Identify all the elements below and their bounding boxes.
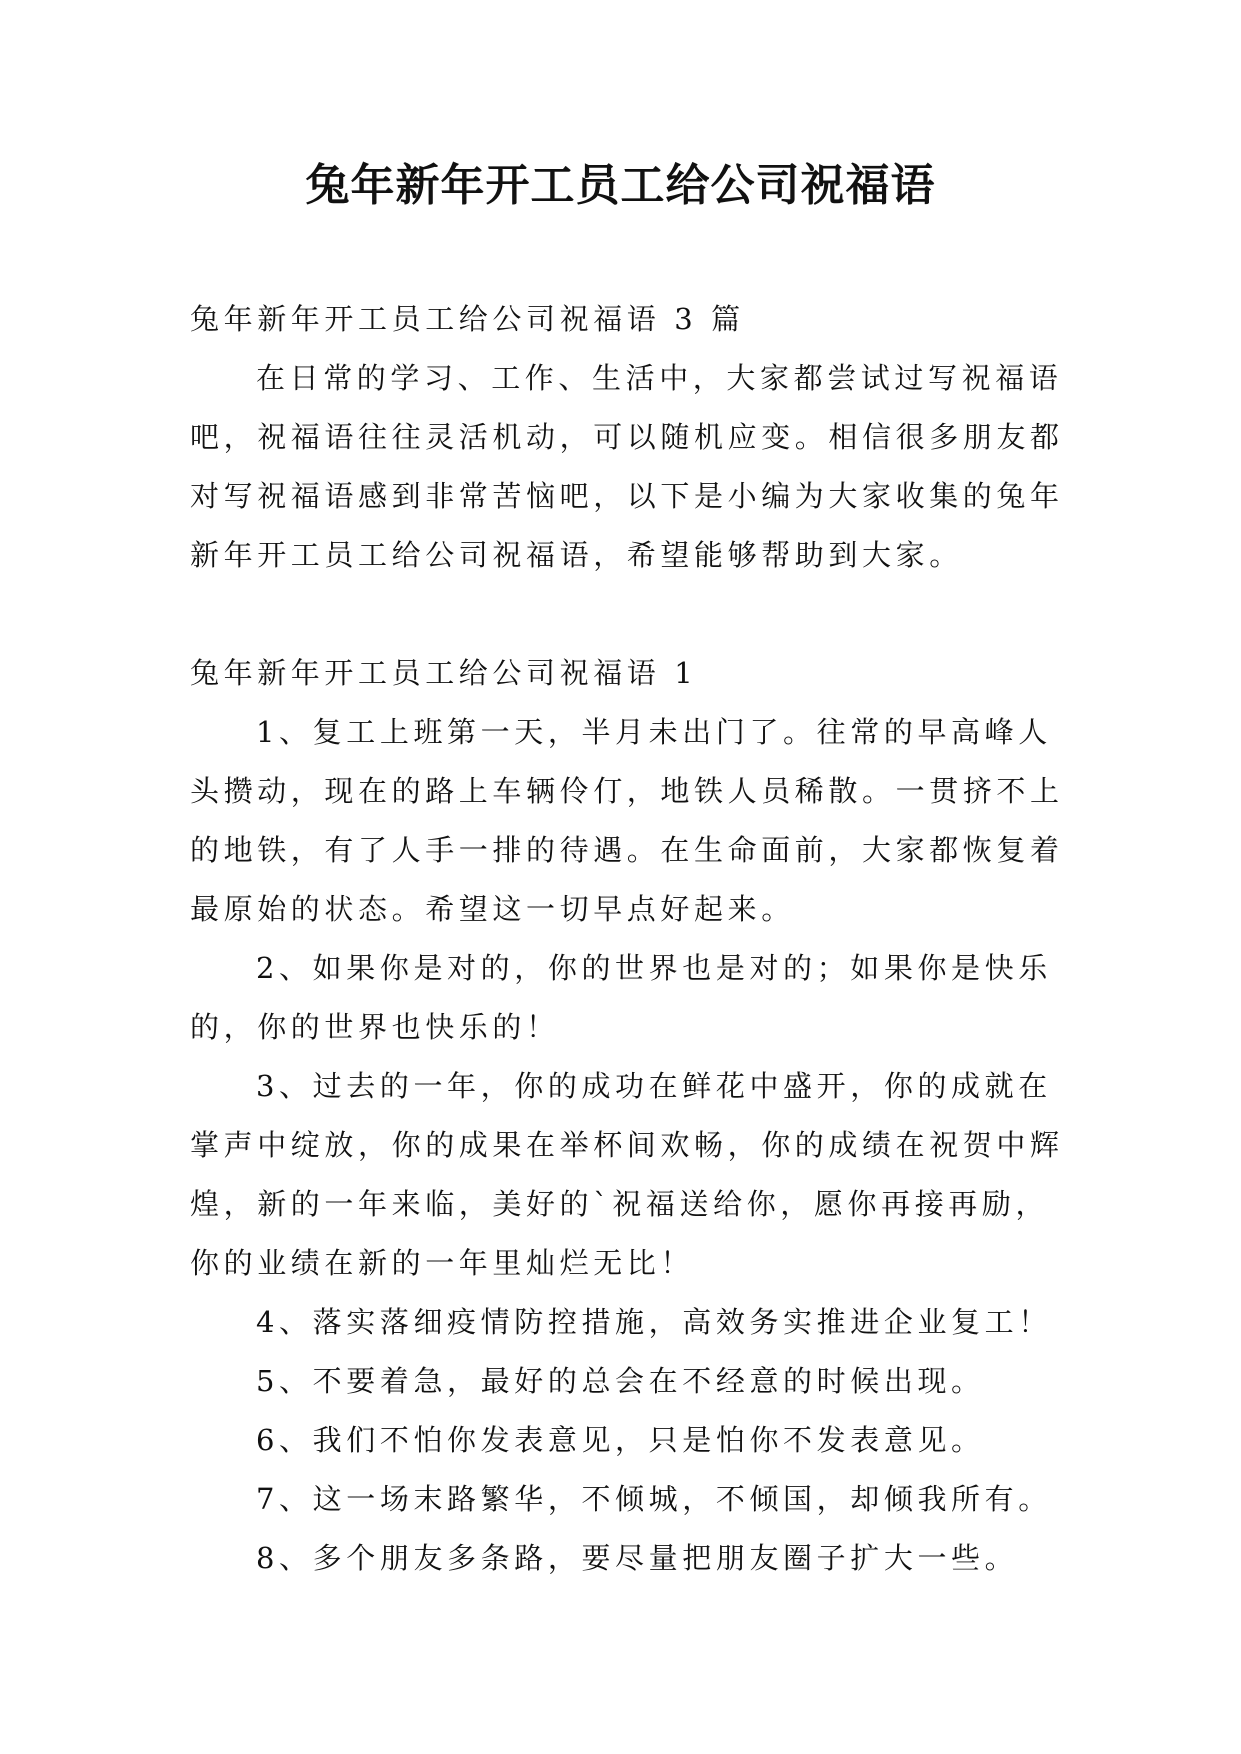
section-heading: 兔年新年开工员工给公司祝福语 1	[190, 656, 698, 690]
wish-item-7	[190, 1470, 1050, 1529]
paragraph-line: 6、我们不怕你发表意见，只是怕你不发表意见。	[256, 1423, 985, 1457]
document-subtitle: 兔年新年开工员工给公司祝福语 3 篇	[190, 302, 745, 336]
document-body	[190, 290, 1064, 1588]
paragraph-line: 的，你的世界也快乐的！	[190, 1010, 560, 1044]
intro-paragraph	[190, 349, 1064, 585]
paragraph-line: 7、这一场末路繁华，不倾城，不倾国，却倾我所有。	[256, 1482, 1052, 1516]
paragraph-line: 1、复工上班第一天，半月未出门了。往常的早高峰人	[256, 715, 1052, 749]
wish-item-6	[190, 1411, 1050, 1470]
paragraph-line: 的地铁，有了人手一排的待遇。在生命面前，大家都恢复着	[190, 833, 1064, 867]
wish-item-2	[190, 939, 1050, 1057]
paragraph-line: 2、如果你是对的，你的世界也是对的；如果你是快乐	[256, 951, 1052, 985]
paragraph-line: 头攒动，现在的路上车辆伶仃，地铁人员稀散。一贯挤不上	[190, 774, 1064, 808]
paragraph-line: 最原始的状态。希望这一切早点好起来。	[190, 892, 795, 926]
wish-item-5	[190, 1352, 1050, 1411]
paragraph-line: 在日常的学习、工作、生活中，大家都尝试过写祝福语	[256, 361, 1063, 395]
paragraph-line: 掌声中绽放，你的成果在举杯间欢畅，你的成绩在祝贺中辉	[190, 1128, 1064, 1162]
paragraph-line: 5、不要着急，最好的总会在不经意的时候出现。	[256, 1364, 985, 1398]
paragraph-line: 煌，新的一年来临，美好的`祝福送给你，愿你再接再励，	[190, 1187, 1050, 1221]
paragraph-line: 对写祝福语感到非常苦恼吧，以下是小编为大家收集的兔年	[190, 479, 1064, 513]
wish-item-4	[190, 1293, 1050, 1352]
paragraph-line: 4、落实落细疫情防控措施，高效务实推进企业复工！	[256, 1305, 1052, 1339]
paragraph-line: 3、过去的一年，你的成功在鲜花中盛开，你的成就在	[256, 1069, 1052, 1103]
page-title: 兔年新年开工员工给公司祝福语	[305, 160, 936, 211]
paragraph-line: 你的业绩在新的一年里灿烂无比！	[190, 1246, 695, 1280]
paragraph-line: 吧，祝福语往往灵活机动，可以随机应变。相信很多朋友都	[190, 420, 1064, 454]
paragraph-spacer	[190, 585, 1050, 644]
wish-item-3	[190, 1057, 1064, 1293]
paragraph-line: 8、多个朋友多条路，要尽量把朋友圈子扩大一些。	[256, 1541, 1019, 1575]
paragraph-line: 新年开工员工给公司祝福语，希望能够帮助到大家。	[190, 538, 963, 572]
wish-item-1	[190, 703, 1064, 939]
wish-item-8	[190, 1529, 1050, 1588]
